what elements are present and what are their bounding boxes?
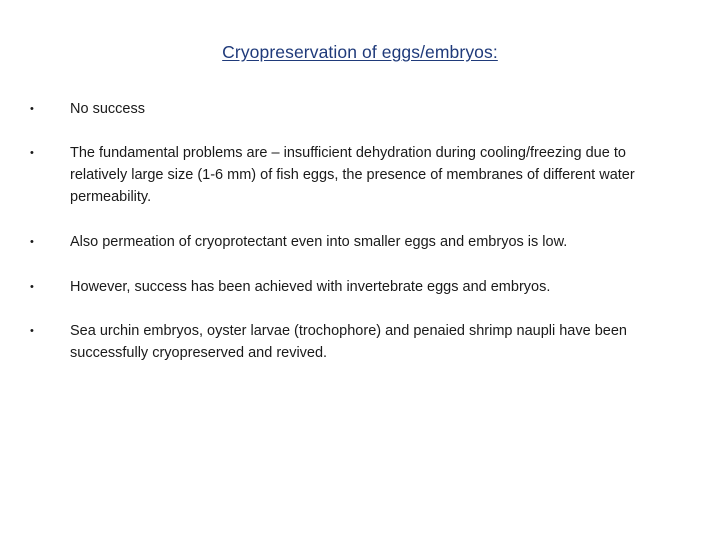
bullet-icon: • [30, 147, 34, 159]
bullet-item [30, 142, 680, 208]
bullet-list [30, 98, 680, 364]
bullet-text: The fundamental problems are – insufficient dehydration during cooling/freezing due to relatively large size (1-6 mm) of fish eggs, the presence of membranes of different water permeability. [70, 145, 635, 205]
bullet-text: Sea urchin embryos, oyster larvae (trochophore) and penaied shrimp naupli have been successfully cryopreserved and revived. [70, 323, 627, 361]
slide-title: Cryopreservation of eggs/embryos: [222, 42, 498, 62]
bullet-item [30, 320, 680, 364]
bullet-text: Also permeation of cryoprotectant even into smaller eggs and embryos is low. [70, 234, 568, 250]
bullet-icon: • [30, 281, 34, 293]
bullet-item [30, 98, 680, 120]
bullet-icon: • [30, 236, 34, 248]
bullet-icon: • [30, 325, 34, 337]
bullet-icon: • [30, 103, 34, 115]
bullet-item [30, 231, 680, 253]
bullet-item [30, 276, 680, 298]
bullet-text: However, success has been achieved with invertebrate eggs and embryos. [70, 279, 551, 295]
bullet-text: No success [70, 101, 145, 117]
